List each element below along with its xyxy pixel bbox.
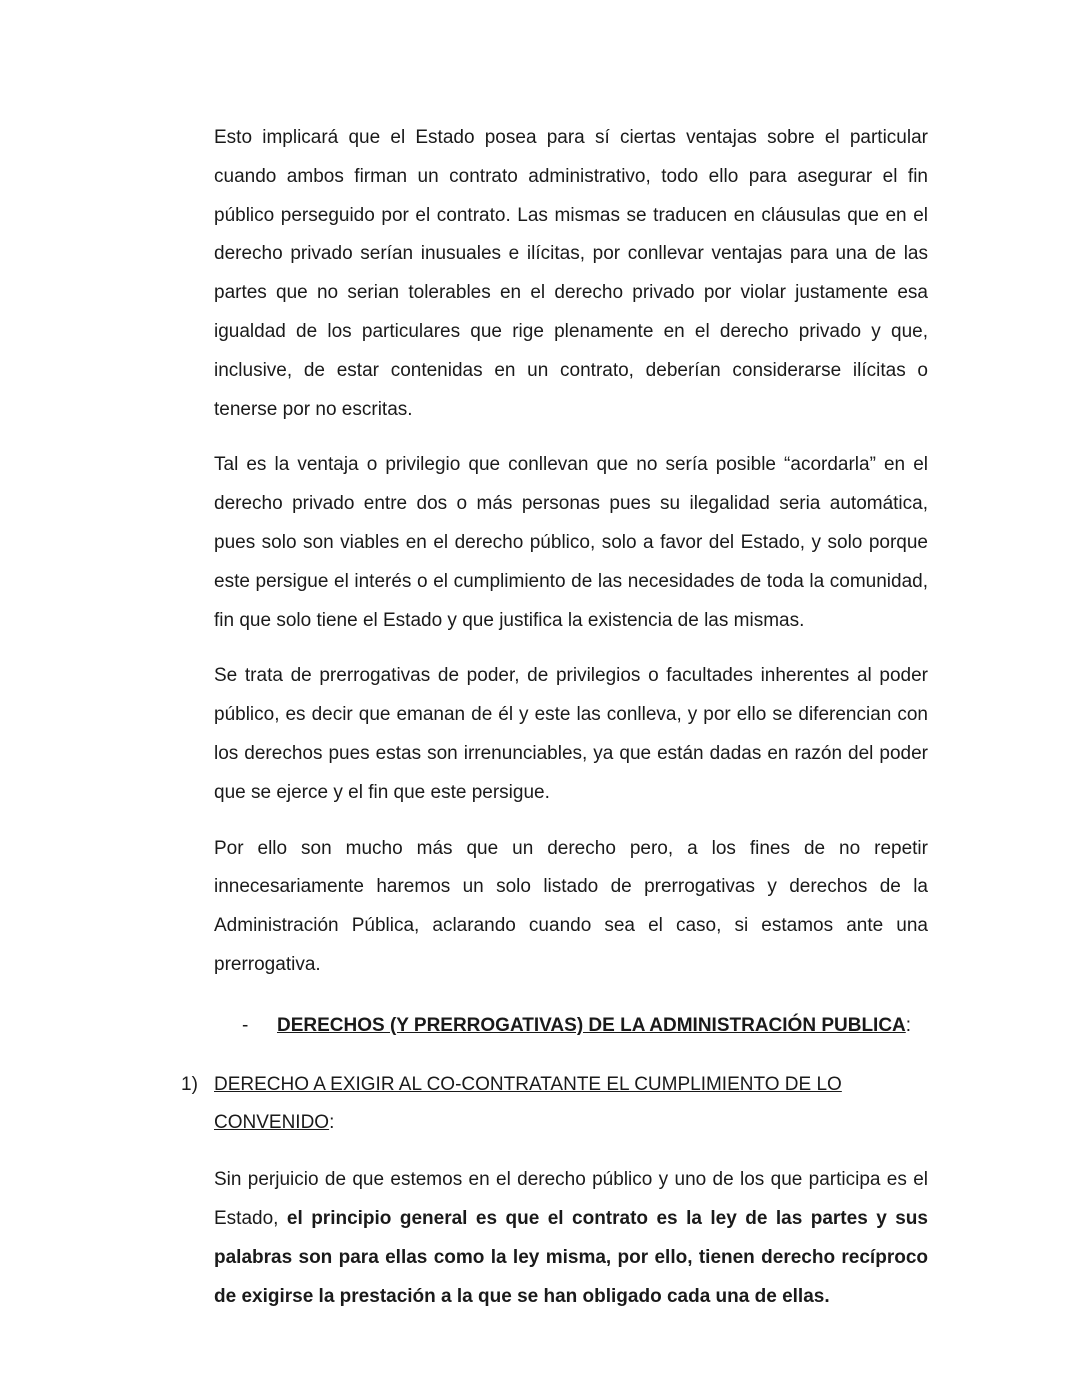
heading-bullet: - bbox=[242, 1014, 249, 1036]
final-paragraph bbox=[214, 1161, 928, 1316]
document-page bbox=[181, 119, 928, 1333]
final-paragraph-normal: Sin perjuicio de que estemos en el derecho público y uno de los que participa es el Estado, bbox=[214, 1169, 928, 1229]
heading-suffix: : bbox=[905, 1014, 912, 1036]
paragraph-4: Por ello son mucho más que un derecho pero, a los fines de no repetir innecesariamente haremos un solo listado de prerrogativas y derechos de la Administración Pública, aclarando cuando sea el caso, si estamos ante una prerrogativa. bbox=[214, 837, 928, 975]
final-paragraph-bold: el principio general es que el contrato es la ley de las partes y sus palabras son para ellas como la ley misma, por ello, tienen derecho recíproco de exigirse la prestación a la que se han obligado cada una de ellas. bbox=[214, 1207, 928, 1307]
heading-text: DERECHOS (Y PRERROGATIVAS) DE LA ADMINISTRACIÓN PUBLICA bbox=[277, 1014, 906, 1036]
item-suffix: : bbox=[329, 1112, 335, 1134]
paragraph-2: Tal es la ventaja o privilegio que conllevan que no sería posible “acordarla” en el derecho privado entre dos o más personas pues su ilegalidad seria automática, pues solo son viables en el derecho público, solo a favor del Estado, y solo porque este persigue el interés o el cumplimiento de las necesidades de toda la comunidad, fin que solo tiene el Estado y que justifica la existencia de las mismas. bbox=[214, 454, 928, 631]
paragraph-1: Esto implicará que el Estado posea para sí ciertas ventajas sobre el particular cuando ambos firman un contrato administrativo, todo ello para asegurar el fin público perseguido por el contrato. Las mismas se traducen en cláusulas que en el derecho privado serían inusuales e ilícitas, por conllevar ventajas para una de las partes que no serian tolerables en el derecho privado por violar justamente esa igualdad de los particulares que rige plenamente en el derecho privado y que, inclusive, de estar contenidas en un contrato, deberían considerarse ilícitas o tenerse por no escritas. bbox=[214, 127, 928, 420]
section-heading bbox=[242, 1007, 928, 1046]
item-number: 1) bbox=[181, 1073, 198, 1095]
numbered-item-1 bbox=[181, 1066, 928, 1144]
paragraph-3: Se trata de prerrogativas de poder, de privilegios o facultades inherentes al poder público, es decir que emanan de él y este las conlleva, y por ello se diferencian con los derechos pues estas son irrenunciables, ya que están dadas en razón del poder que se ejerce y el fin que este persigue. bbox=[214, 665, 928, 803]
item-title: DERECHO A EXIGIR AL CO-CONTRATANTE EL CUMPLIMIENTO DE LO CONVENIDO bbox=[214, 1073, 842, 1134]
heading-wrapper bbox=[277, 1007, 911, 1046]
